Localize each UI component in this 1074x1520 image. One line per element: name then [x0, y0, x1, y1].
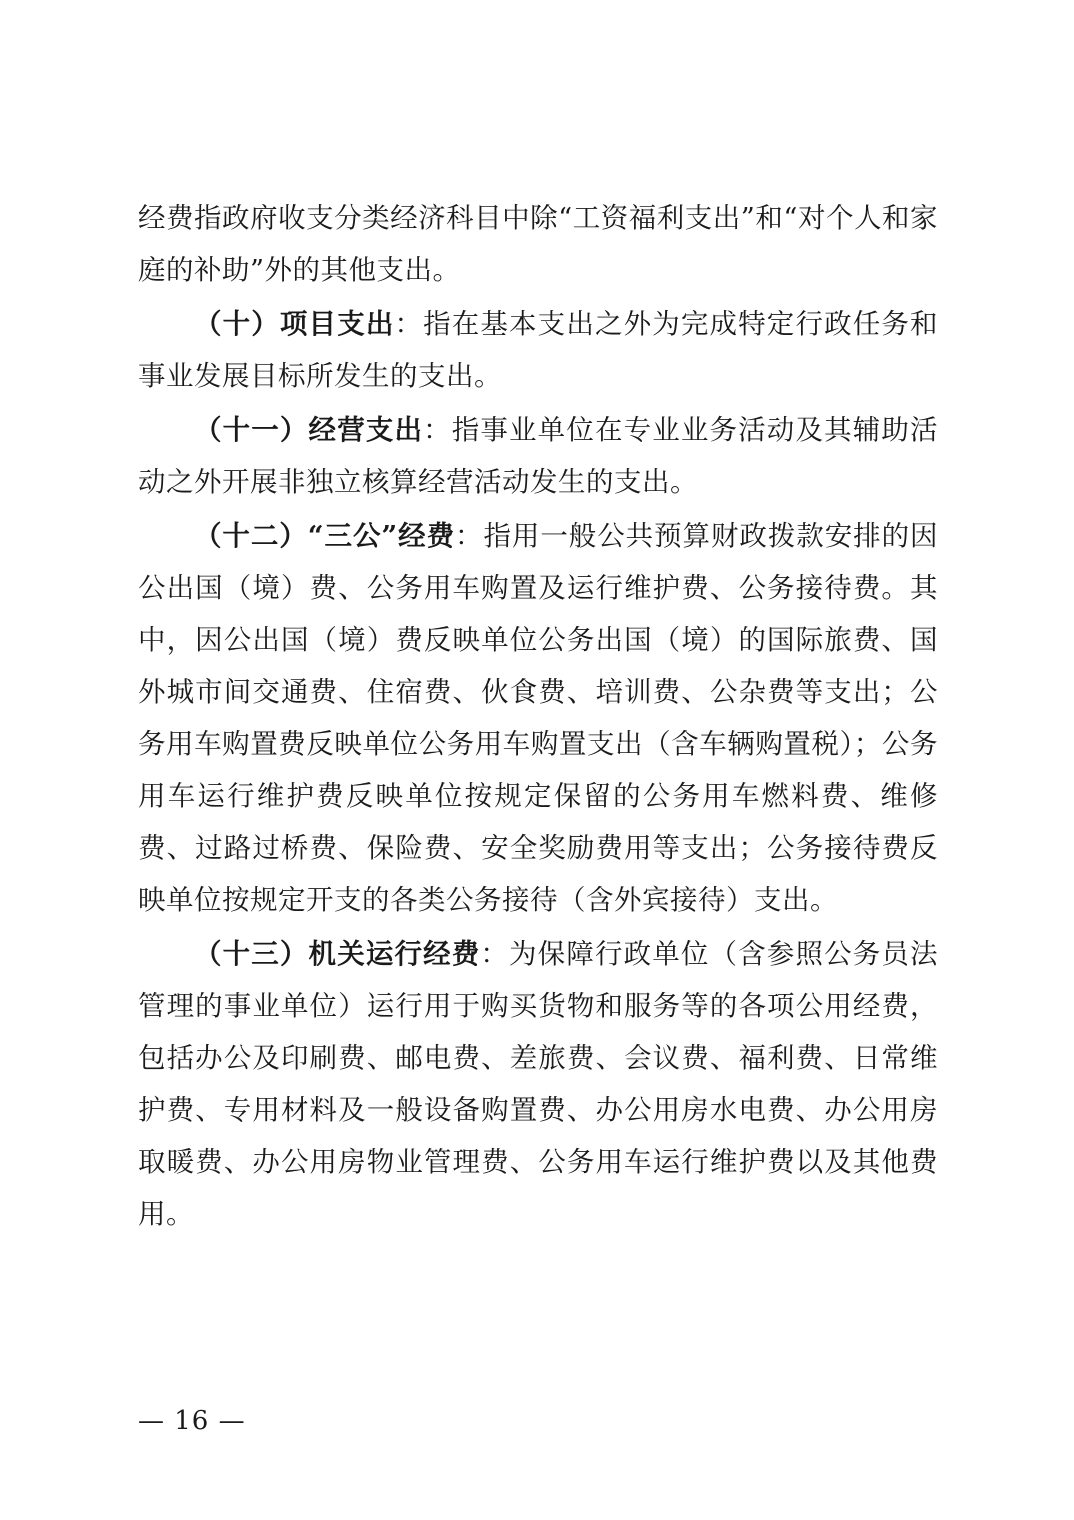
paragraph-text: ：指用一般公共预算财政拨款安排的因公出国（境）费、公务用车购置及运行维护费、公务接待费。其中，因公出国（境）费反映单位公务出国（境）的国际旅费、国外城市间交通费、住宿费、伙食费、培训费、公杂费等支出；公务用车购置费反映单位公务用车购置支出（含车辆购置税）；公务用车运行维护费反映单位按规定保留的公务用车燃料费、维修费、过路过桥费、保险费、安全奖励费用等支出；公务接待费反映单位按规定开支的各类公务接待（含外宾接待）支出。 [138, 520, 939, 916]
paragraph-continuation [138, 192, 938, 296]
paragraph-text: ：指事业单位在专业业务活动及其辅助活动之外开展非独立核算经营活动发生的支出。 [138, 414, 939, 498]
paragraph-lead-label: （十）项目支出 [194, 308, 395, 340]
paragraph-lead-label: （十二）“三公”经费 [194, 520, 456, 552]
paragraph-text: 经费指政府收支分类经济科目中除“工资福利支出”和“对个人和家庭的补助”外的其他支出。 [138, 202, 938, 286]
paragraph-text: ：为保障行政单位（含参照公务员法管理的事业单位）运行用于购买货物和服务等的各项公用经费，包括办公及印刷费、邮电费、差旅费、会议费、福利费、日常维护费、专用材料及一般设备购置费、办公用房水电费、办公用房取暖费、办公用房物业管理费、公务用车运行维护费以及其他费用。 [138, 938, 939, 1230]
paragraph-item-12 [138, 510, 938, 926]
paragraph-text: ：指在基本支出之外为完成特定行政任务和事业发展目标所发生的支出。 [138, 308, 939, 392]
document-body [138, 192, 938, 1242]
page-number: — 16 — [138, 1406, 246, 1436]
paragraph-item-10 [138, 298, 938, 402]
paragraph-item-13 [138, 928, 938, 1240]
paragraph-item-11 [138, 404, 938, 508]
paragraph-lead-label: （十三）机关运行经费 [194, 938, 481, 970]
paragraph-lead-label: （十一）经营支出 [194, 414, 424, 446]
